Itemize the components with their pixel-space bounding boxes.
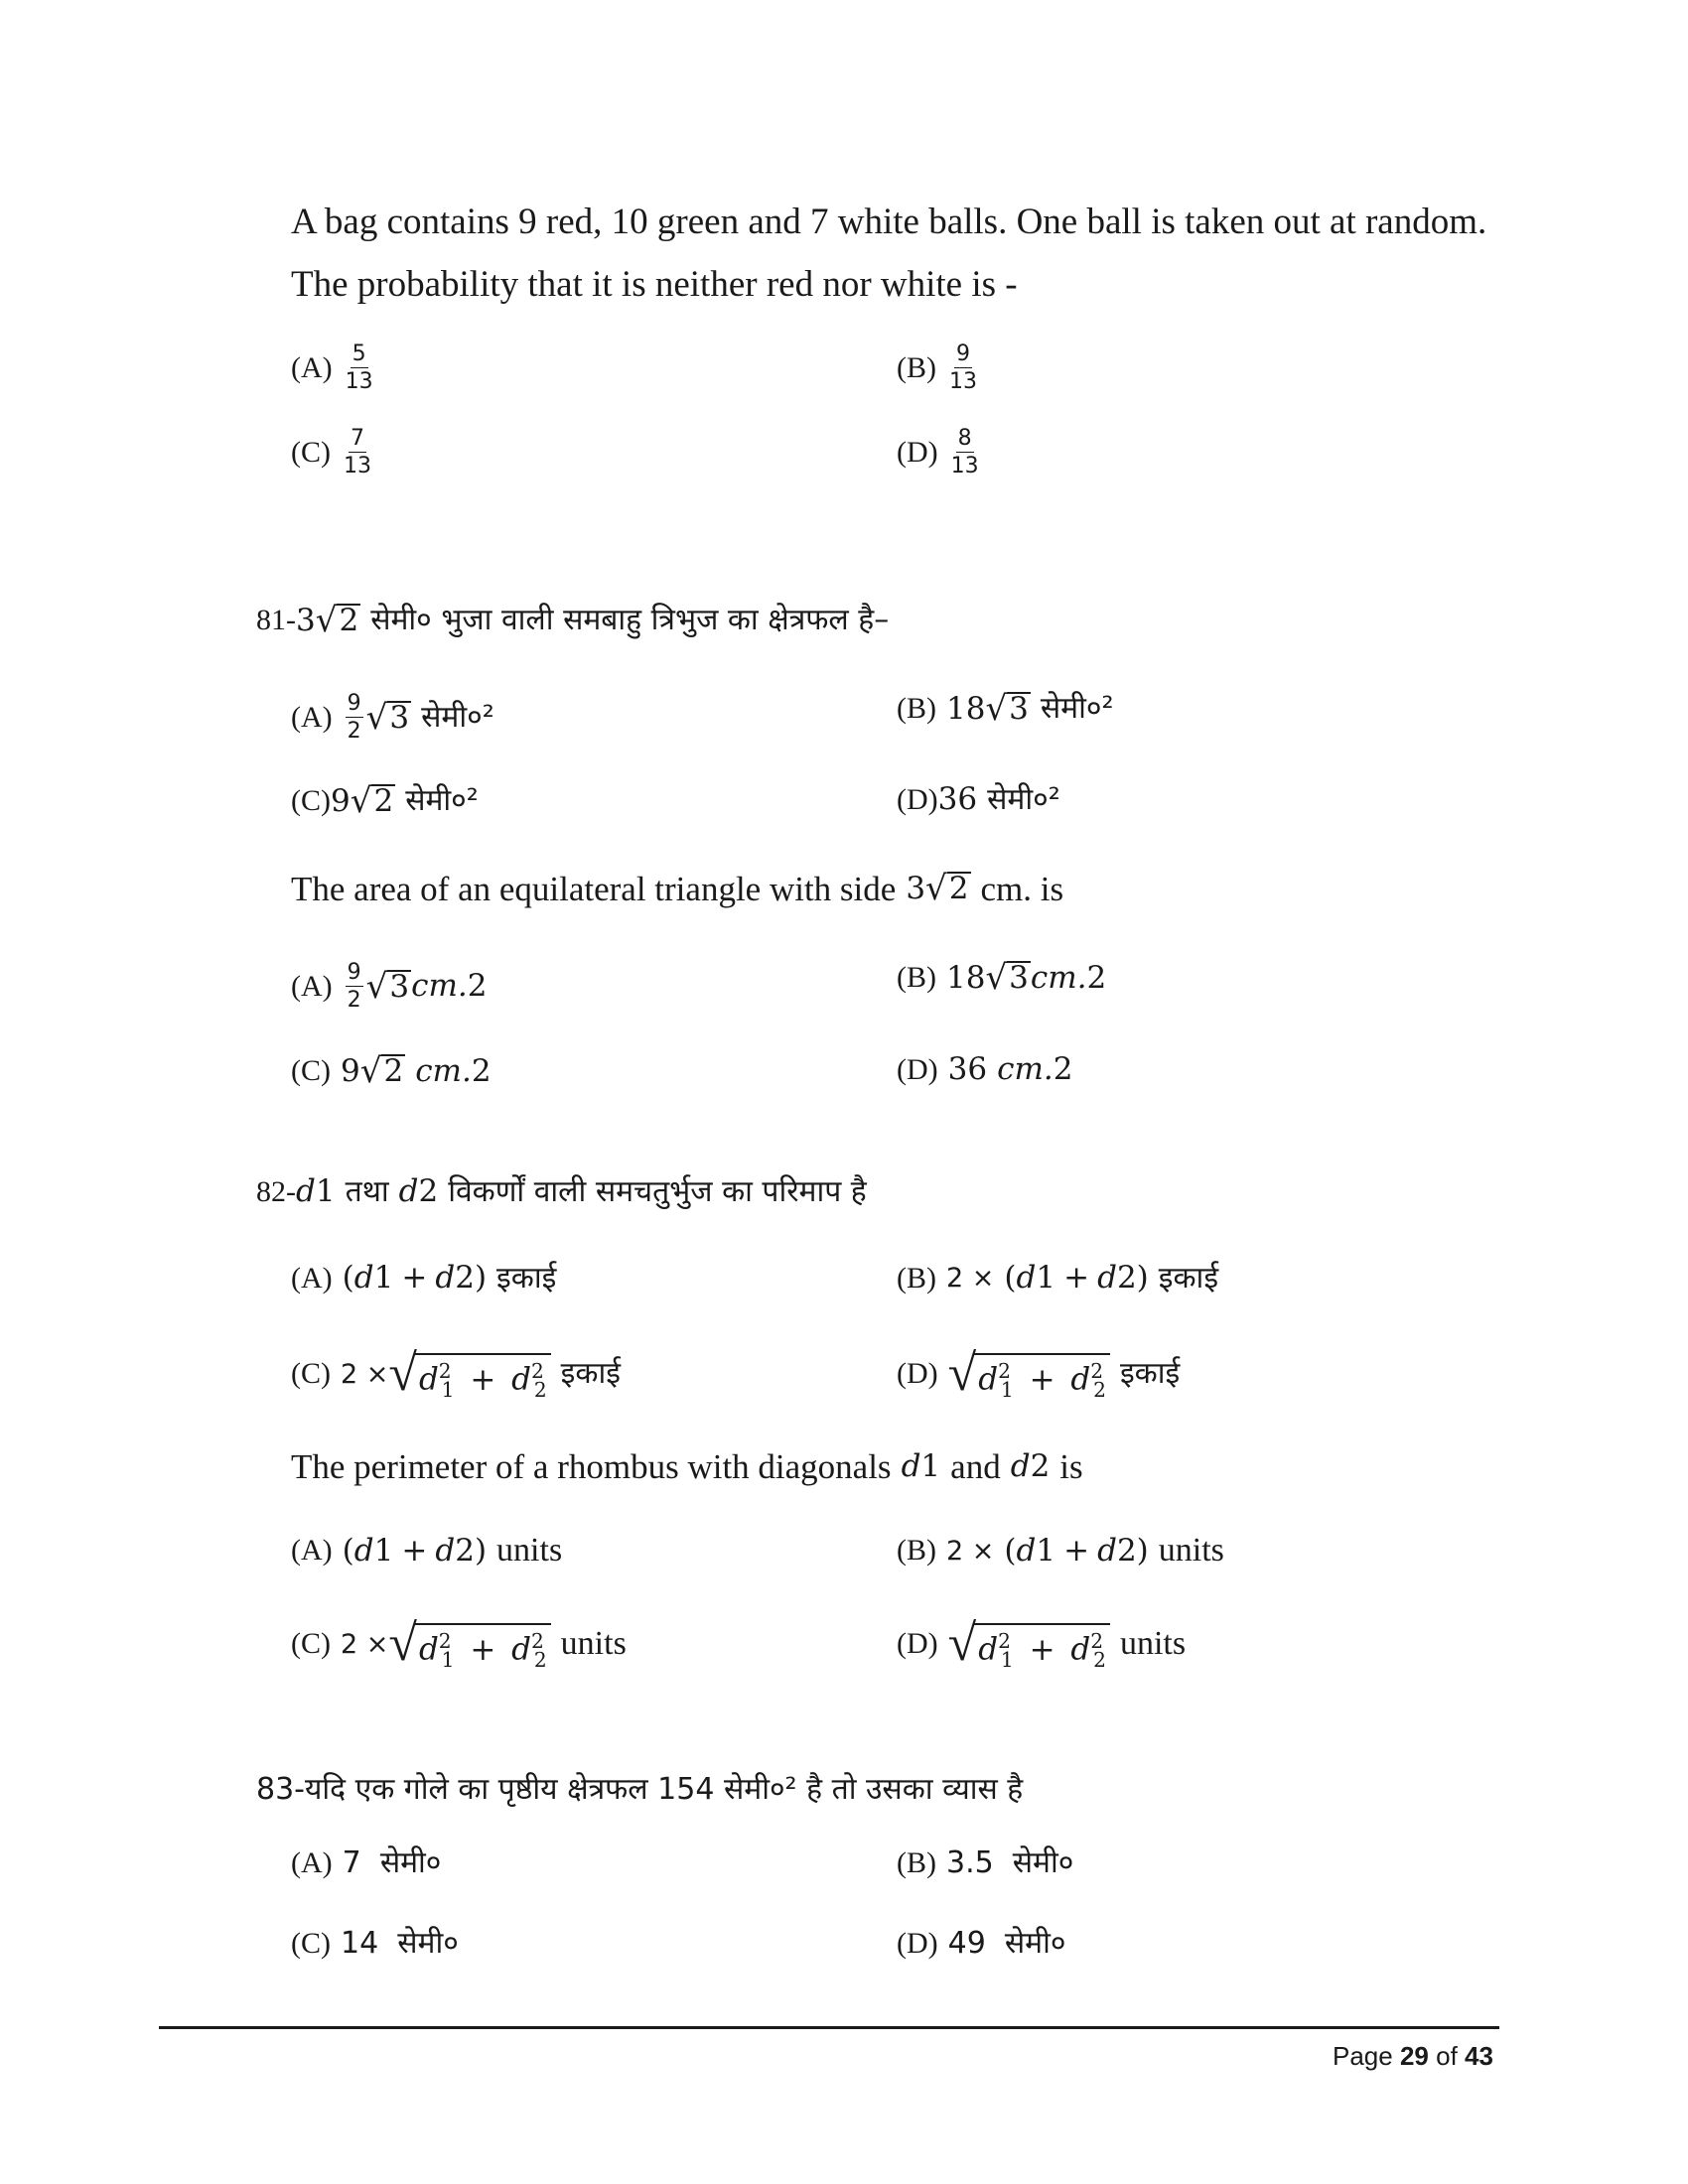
q83-option-c: (C) 14 सेमी० (291, 1926, 459, 1961)
q82-english-option-a: (A) ( d 1 + d 2 ) units (291, 1532, 563, 1569)
q83-stem: 83-यदि एक गोले का पृष्ठीय क्षेत्रफल 154 सेमी०² है तो उसका व्यास है (256, 1772, 1024, 1807)
q81-english-option-a: (A) $\frac{9}{2}$ √ 3 cm. 2 (291, 960, 488, 1014)
q82-hindi-option-d: (D) √ $d^2_1 + d^2_2$ इकाई (897, 1345, 1181, 1402)
page-number: Page 29 of 43 (1333, 2041, 1493, 2071)
q81-english-option-c: (C) 9 √ 2 cm. 2 (291, 1051, 492, 1091)
q82-english-stem: The perimeter of a rhombus with diagonals d 1 and d 2 is (291, 1447, 1083, 1486)
q81-hindi-option-c: (C) 9 √ 2 सेमी०² (291, 781, 479, 821)
q80-option-a: (A) $\frac{5}{13}$ (291, 341, 373, 395)
q81-hindi-option-a: (A) $\frac{9}{2}$ √ 3 सेमी०² (291, 691, 494, 745)
q82-hindi-option-a: (A) ( d 1 + d 2 ) इकाई (291, 1260, 557, 1296)
q81-hindi-stem: 81- 3 √ 2 सेमी० भुजा वाली समबाहु त्रिभुज का क्षेत्रफल है– (256, 601, 890, 640)
q80-option-d: (D) $\frac{8}{13}$ (897, 426, 979, 479)
q82-english-option-b: (B) 2 × ( d 1 + d 2 ) units (897, 1532, 1224, 1569)
q82-hindi-stem: 82- d 1 तथा d 2 विकर्णों वाली समचतुर्भुज का परिमाप है (256, 1173, 867, 1209)
q83-option-a: (A) 7 सेमी० (291, 1845, 442, 1880)
q81-hindi-option-d: (D) 36 सेमी०² (897, 781, 1060, 817)
q80-stem-line1: A bag contains 9 red, 10 green and 7 white balls. One ball is taken out at random. (291, 202, 1487, 242)
q81-english-option-b: (B) 18 √ 3 cm. 2 (897, 958, 1107, 998)
q83-option-b: (B) 3.5 सेमी० (897, 1845, 1074, 1880)
q82-hindi-option-b: (B) 2 × ( d 1 + d 2 ) इकाई (897, 1260, 1219, 1296)
q82-english-option-d: (D) √ $d^2_1 + d^2_2$ units (897, 1615, 1187, 1672)
q80-stem-line2: The probability that it is neither red nor white is - (291, 264, 1018, 305)
q80-option-c: (C) $\frac{7}{13}$ (291, 426, 371, 479)
q80-option-b: (B) $\frac{9}{13}$ (897, 341, 977, 395)
q82-hindi-option-c: (C) 2 × √ $d^2_1 + d^2_2$ इकाई (291, 1345, 621, 1402)
q81-hindi-option-b: (B) 18 √ 3 सेमी०² (897, 689, 1114, 729)
footer-rule (159, 2026, 1499, 2029)
q82-english-option-c: (C) 2 × √ $d^2_1 + d^2_2$ units (291, 1615, 627, 1672)
q83-option-d: (D) 49 सेमी० (897, 1926, 1066, 1961)
q81-english-stem: The area of an equilateral triangle with side 3 √ 2 cm. is (291, 869, 1064, 909)
q81-english-option-d: (D) 36 cm. 2 (897, 1051, 1073, 1087)
